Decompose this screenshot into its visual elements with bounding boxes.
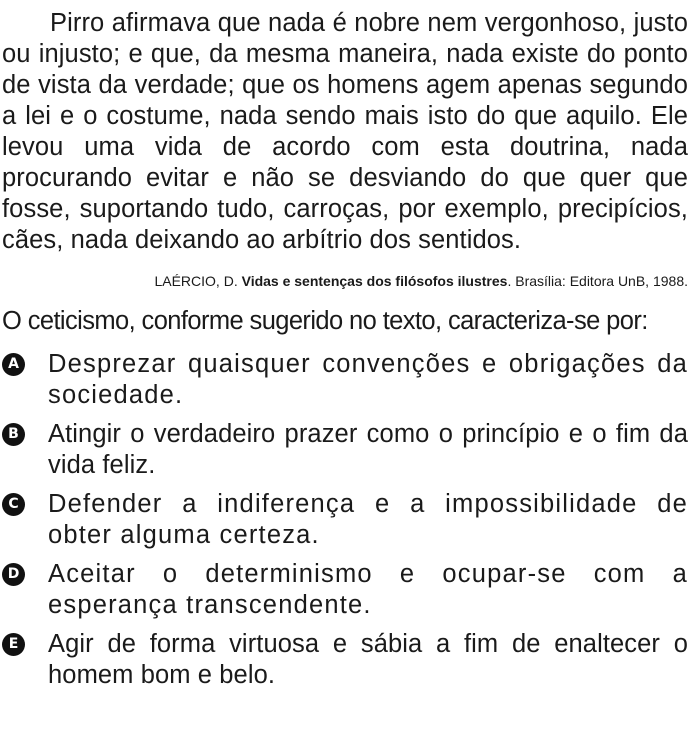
option-e-text: Agir de forma virtuosa e sábia a fim de enaltecer o homem bom e belo. xyxy=(48,630,688,689)
option-b[interactable] xyxy=(2,419,688,481)
citation-title: Vidas e sentenças dos filósofos ilustres xyxy=(241,273,508,289)
option-b-text: Atingir o verdadeiro prazer como o princípio e o fim da vida feliz. xyxy=(48,420,688,479)
question-stem: O ceticismo, conforme sugerido no texto, caracteriza-se por: xyxy=(2,307,648,335)
citation xyxy=(2,272,688,290)
option-e[interactable] xyxy=(2,629,688,691)
option-d[interactable] xyxy=(2,559,688,621)
citation-author: LAÉRCIO, D. xyxy=(154,273,238,289)
option-c[interactable] xyxy=(2,489,688,551)
option-a-text: Desprezar quaisquer convenções e obrigações da sociedade. xyxy=(48,350,688,409)
option-e-letter-icon: E xyxy=(2,633,25,656)
option-b-letter-icon: B xyxy=(2,423,25,446)
citation-publisher: . Brasília: Editora UnB, 1988. xyxy=(507,273,688,289)
option-c-letter-icon: C xyxy=(2,493,25,516)
option-d-letter-icon: D xyxy=(2,563,25,586)
option-a[interactable] xyxy=(2,349,688,411)
source-passage: Pirro afirmava que nada é nobre nem vergonhoso, justo ou injusto; e que, da mesma maneira, nada existe do ponto de vista da verdade; que os homens agem apenas segundo a lei e o costume, nada sendo mais isto do que aquilo. Ele levou uma vida de acordo com esta doutrina, nada procurando evitar e não se desviando do que quer que fosse, suportando tudo, carroças, por exemplo, precipícios, cães, nada deixando ao arbítrio dos sentidos. xyxy=(2,9,688,254)
option-d-text: Aceitar o determinismo e ocupar-se com a esperança transcendente. xyxy=(48,560,688,619)
option-a-letter-icon: A xyxy=(2,353,25,376)
answer-options xyxy=(2,349,688,691)
option-c-text: Defender a indiferença e a impossibilidade de obter alguma certeza. xyxy=(48,490,688,549)
